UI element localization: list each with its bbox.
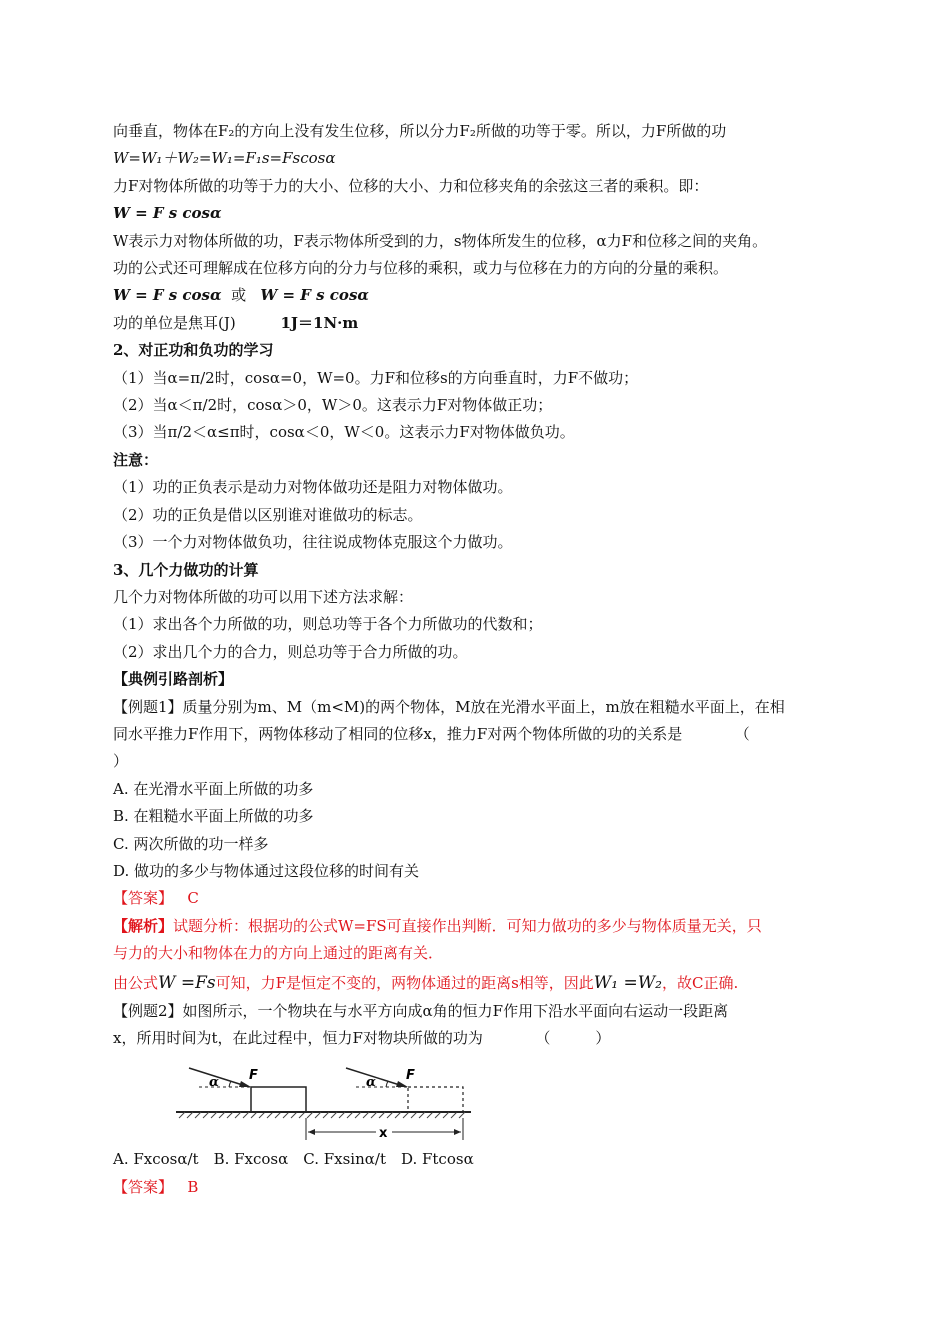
sec2-item: （3）当π/2＜α≤π时，cosα＜0，W＜0。这表示力F对物体做负功。 [113, 423, 575, 442]
examples-header: 【典例引路剖析】 [113, 670, 234, 689]
or-text: 或 [231, 286, 247, 305]
ex2-line-1: 【例题2】如图所示，一个物块在与水平方向成α角的恒力F作用下沿水平面向右运动一段距离 [113, 1001, 729, 1020]
force-label: F [249, 1068, 258, 1084]
intro-line-5: W表示力对物体所做的功，F表示物体所受到的力，s物体所发生的位移，α力F和位移之间的夹角。 [113, 231, 768, 250]
intro-line-1: 向垂直，物体在F₂的方向上没有发生位移，所以分力F₂所做的功等于零。所以，力F所做的功 [113, 122, 727, 140]
sec2-item: （2）当α＜π/2时，cosα＞0，W＞0。这表示力F对物体做正功； [113, 396, 553, 415]
sec2-item: （1）当α=π/2时，cosα=0，W=0。力F和位移s的方向垂直时，力F不做功； [113, 368, 639, 387]
formula-b: W = F s cosα [260, 286, 369, 305]
intro-line-6: 功的公式还可理解成在位移方向的分力与位移的乘积，或力与位移在力的方向的分量的乘积。 [113, 259, 729, 278]
section-3-title: 3、几个力做功的计算 [113, 560, 259, 579]
force-label: F [406, 1068, 415, 1084]
section-2-title: 2、对正功和负功的学习 [113, 341, 274, 360]
ex2-answer [113, 1174, 848, 1201]
intro-line-7 [113, 282, 848, 309]
note-item: （1）功的正负表示是动力对物体做功还是阻力对物体做功。 [113, 478, 513, 497]
ex1-analysis-3 [113, 968, 848, 998]
formula-work: W = F s cosα [113, 204, 222, 223]
analysis-label: 【解析】 [113, 916, 174, 935]
analysis-text: ，故C正确. [662, 973, 739, 992]
ex1-line-1: 【例题1】质量分别为m、M（m<M)的两个物体，M放在光滑水平面上，m放在粗糙水平面上，在相 [113, 697, 785, 716]
ex1-option: A. 在光滑水平面上所做的功多 [113, 779, 314, 798]
sec3-item: （1）求出各个力所做的功，则总功等于各个力所做功的代数和； [113, 615, 543, 634]
alpha-label: α [366, 1075, 377, 1091]
ex1-analysis-1 [113, 913, 848, 940]
ex1-line-3: ） [113, 752, 129, 771]
figure-svg [171, 1060, 481, 1140]
ex1-option: B. 在粗糙水平面上所做的功多 [113, 807, 314, 826]
intro-line-3: 力F对物体所做的功等于力的大小、位移的大小、力和位移夹角的余弦这三者的乘积。即： [113, 176, 709, 195]
answer-value: C [187, 889, 199, 908]
note-item: （3）一个力对物体做负功，往往说成物体克服这个力做功。 [113, 533, 513, 552]
answer-label: 【答案】 [113, 1177, 174, 1196]
document-page [113, 118, 848, 1201]
answer-value: B [187, 1177, 199, 1196]
analysis-text: 可知，力F是恒定不变的，两物体通过的距离s相等，因此 [215, 973, 594, 992]
sec3-intro: 几个力对物体所做的功可以用下述方法求解： [113, 587, 414, 606]
ex1-option: D. 做功的多少与物体通过这段位移的时间有关 [113, 861, 420, 880]
note-title: 注意： [113, 450, 159, 469]
ex1-analysis-2: 与力的大小和物体在力的方向上通过的距离有关． [113, 944, 444, 963]
formula-wfs: W =Fs [158, 972, 216, 993]
analysis-text: 由公式 [113, 973, 159, 992]
analysis-text: 试题分析：根据功的公式W=FS可直接作出判断．可知力做功的多少与物体质量无关，只 [173, 916, 762, 935]
unit-formula: 1J＝1N·m [280, 313, 359, 332]
ex1-option: C. 两次所做的功一样多 [113, 834, 269, 853]
ex1-line-2: 同水平推力F作用下，两物体移动了相同的位移x，推力F对两个物体所做的功的关系是 （ [113, 724, 750, 743]
formula-a: W = F s cosα [113, 286, 222, 305]
answer-label: 【答案】 [113, 889, 174, 908]
formula-w1w2: W₁ =W₂ [593, 972, 662, 993]
intro-line-8 [113, 310, 848, 337]
ex1-answer [113, 885, 848, 912]
ex2-line-2: x，所用时间为t，在此过程中，恒力F对物块所做的功为 （ ） [113, 1029, 611, 1047]
ex2-options: A. Fxcosα/t B. Fxcosα C. Fxsinα/t D. Ftcosα [113, 1150, 474, 1169]
displacement-label: x [379, 1126, 388, 1141]
note-item: （2）功的正负是借以区别谁对谁做功的标志。 [113, 505, 423, 524]
unit-text: 功的单位是焦耳(J) [113, 313, 236, 332]
sec3-item: （2）求出几个力的合力，则总功等于合力所做的功。 [113, 642, 468, 661]
alpha-label: α [209, 1075, 220, 1091]
formula-work-sum: W=W₁＋W₂=W₁=F₁s=Fscosα [113, 149, 336, 168]
block-force-figure [171, 1060, 481, 1140]
